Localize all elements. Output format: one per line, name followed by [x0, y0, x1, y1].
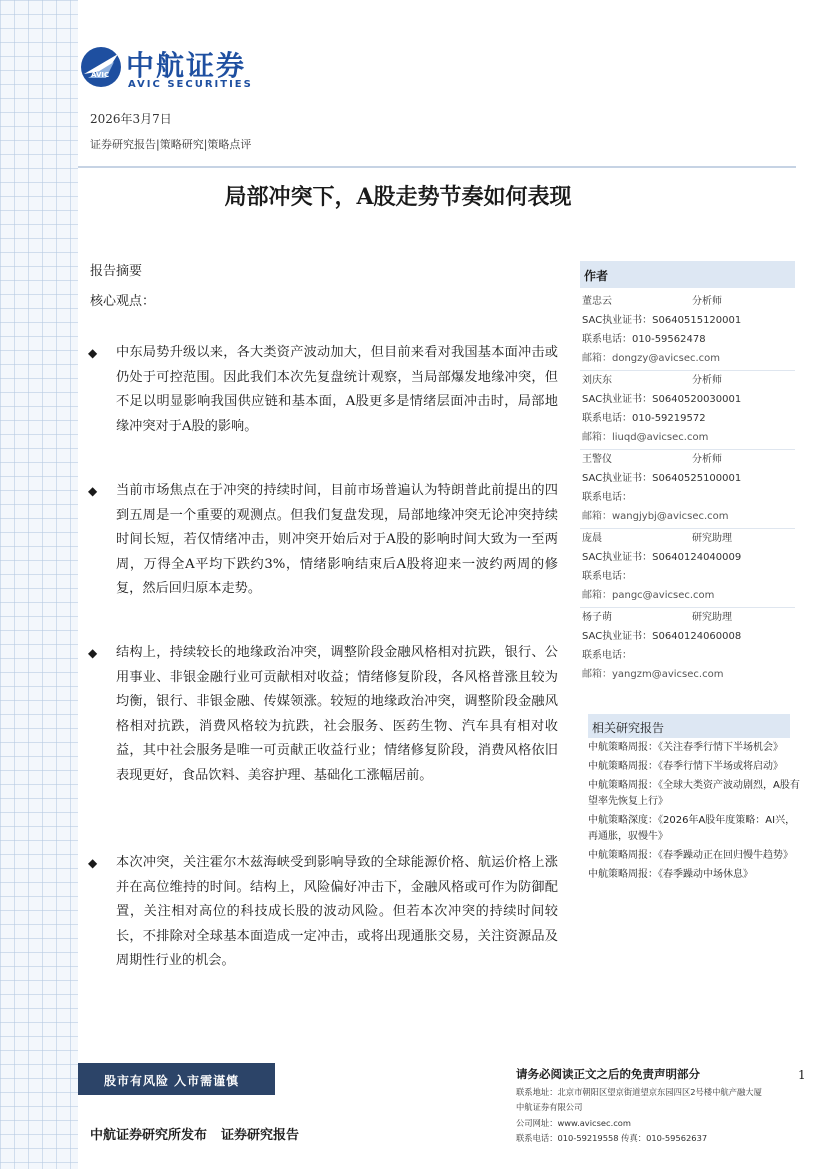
author-name: 王警仪	[582, 454, 612, 465]
author-sac: SAC执业证书：S0640124040009	[582, 552, 742, 563]
report-title: 局部冲突下，A股走势节奏如何表现	[224, 184, 572, 210]
author-entry	[580, 292, 795, 371]
author-phone: 联系电话：	[582, 571, 632, 582]
brand-name: 中航证券	[126, 49, 247, 82]
contact-address: 联系地址：北京市朝阳区望京街道望京东园四区2号楼中航产融大厦	[516, 1087, 762, 1097]
author-title: 分析师	[692, 375, 722, 386]
company-name: 中航证券有限公司	[516, 1102, 583, 1112]
author-title: 研究助理	[692, 533, 732, 544]
disclaimer-heading: 请务必阅读正文之后的免责声明部分	[516, 1067, 700, 1081]
author-email[interactable]: 邮箱：liuqd@avicsec.com	[582, 432, 709, 443]
author-email[interactable]: 邮箱：yangzm@avicsec.com	[582, 669, 724, 680]
author-name: 董忠云	[582, 296, 612, 307]
related-report-link[interactable]: 中航策略深度：《2026年A股年度策略：AI兴，再通胀，驭慢牛》	[588, 815, 796, 842]
author-entry	[580, 529, 795, 608]
author-name: 杨子萌	[582, 612, 612, 623]
author-entry	[580, 450, 795, 529]
core-point	[88, 851, 558, 974]
related-report-link[interactable]: 中航策略周报：《春季行情下半场或将启动》	[588, 761, 783, 772]
author-sac: SAC执业证书：S0640520030001	[582, 394, 742, 405]
author-email[interactable]: 邮箱：wangjybj@avicsec.com	[582, 511, 729, 522]
report-label: 证券研究报告	[221, 1128, 300, 1143]
diamond-bullet-icon: ◆	[88, 646, 98, 660]
report-date: 2026年3月7日	[90, 112, 172, 126]
company-website[interactable]: 公司网址：www.avicsec.com	[516, 1118, 631, 1128]
core-label: 核心观点：	[90, 294, 156, 309]
author-sac: SAC执业证书：S0640515120001	[582, 315, 742, 326]
author-email[interactable]: 邮箱：pangc@avicsec.com	[582, 590, 715, 601]
core-point	[88, 341, 558, 439]
page-number: 1	[798, 1068, 806, 1082]
related-report-link[interactable]: 中航策略周报：《全球大类资产波动剧烈，A股有望率先恢复上行》	[588, 780, 800, 807]
author-phone: 联系电话：010-59219572	[582, 413, 706, 424]
core-point-text: 中东局势升级以来，各大类资产波动加大，但目前来看对我国基本面冲击或仍处于可控范围。因此我们本次先复盘统计观察，当局部爆发地缘冲突，但不足以明显影响我国供应链和基本面，A股更多是情绪层面冲击时，局部地缘冲突对于A股的影响。	[116, 345, 558, 434]
brand-name-en: AVIC SECURITIES	[128, 79, 253, 90]
related-reports-list	[588, 740, 800, 886]
author-phone: 联系电话：	[582, 492, 632, 503]
related-report-link[interactable]: 中航策略周报：《春季躁动正在回归慢牛趋势》	[588, 850, 793, 861]
authors-heading: 作者	[580, 261, 795, 288]
author-title: 研究助理	[692, 612, 732, 623]
core-point	[88, 479, 558, 602]
diamond-bullet-icon: ◆	[88, 346, 98, 360]
publisher-label: 中航证券研究所发布	[90, 1128, 208, 1143]
core-point-text: 结构上，持续较长的地缘政治冲突，调整阶段金融风格相对抗跌，银行、公用事业、非银金融行业可贡献相对收益；情绪修复阶段，各风格普涨且较为均衡，银行、非银金融、传媒领涨。较短的地缘政治冲突，调整阶段金融风格相对抗跌，消费风格较为抗跌，社会服务、医药生物、汽车具有相对收益，其中社会服务是唯一可贡献正收益行业；情绪修复阶段，消费风格依旧表现更好，食品饮料、美容护理、基础化工涨幅居前。	[116, 645, 558, 783]
diamond-bullet-icon: ◆	[88, 484, 98, 498]
author-email[interactable]: 邮箱：dongzy@avicsec.com	[582, 353, 721, 364]
risk-banner-text: 股市有风险 入市需谨慎	[104, 1074, 240, 1088]
related-report-link[interactable]: 中航策略周报：《关注春季行情下半场机会》	[588, 742, 783, 753]
logo-badge-text: AVIC	[91, 71, 110, 79]
author-entry	[580, 608, 795, 687]
author-name: 庞晨	[582, 533, 602, 544]
header-divider	[78, 166, 796, 168]
report-type: 证券研究报告|策略研究|策略点评	[90, 138, 252, 151]
author-phone: 联系电话：010-59562478	[582, 334, 706, 345]
contact-phone: 联系电话：010-59219558 传真：010-59562637	[516, 1133, 708, 1143]
abstract-label: 报告摘要	[90, 264, 143, 279]
core-point-text: 当前市场焦点在于冲突的持续时间，目前市场普遍认为特朗普此前提出的四到五周是一个重要的观测点。但我们复盘发现，局部地缘冲突无论冲突持续时间长短，若仅情绪冲击，则冲突开始后对于A股的影响时间大致为一至两周，万得全A平均下跌约3%，情绪影响结束后A股将迎来一波约两周的修复，然后回归原本走势。	[116, 483, 558, 596]
author-sac: SAC执业证书：S0640525100001	[582, 473, 742, 484]
author-title: 分析师	[692, 296, 722, 307]
author-list	[580, 292, 795, 687]
author-title: 分析师	[692, 454, 722, 465]
related-report-link[interactable]: 中航策略周报：《春季躁动中场休息》	[588, 869, 753, 880]
author-phone: 联系电话：	[582, 650, 632, 661]
related-reports-heading: 相关研究报告	[588, 714, 790, 738]
author-name: 刘庆东	[582, 375, 612, 386]
avic-logo	[78, 42, 278, 92]
author-sac: SAC执业证书：S0640124060008	[582, 631, 742, 642]
diamond-bullet-icon: ◆	[88, 856, 98, 870]
core-point	[88, 641, 558, 788]
core-point-text: 本次冲突，关注霍尔木兹海峡受到影响导致的全球能源价格、航运价格上涨并在高位维持的时间。结构上，风险偏好冲击下，金融风格或可作为防御配置，关注相对高位的科技成长股的波动风险。但若本次冲突的持续时间较长，不排除对全球基本面造成一定冲击，或将出现通胀交易，关注资源品及周期性行业的机会。	[116, 855, 558, 968]
plane-logo-icon	[78, 44, 124, 90]
author-entry	[580, 371, 795, 450]
